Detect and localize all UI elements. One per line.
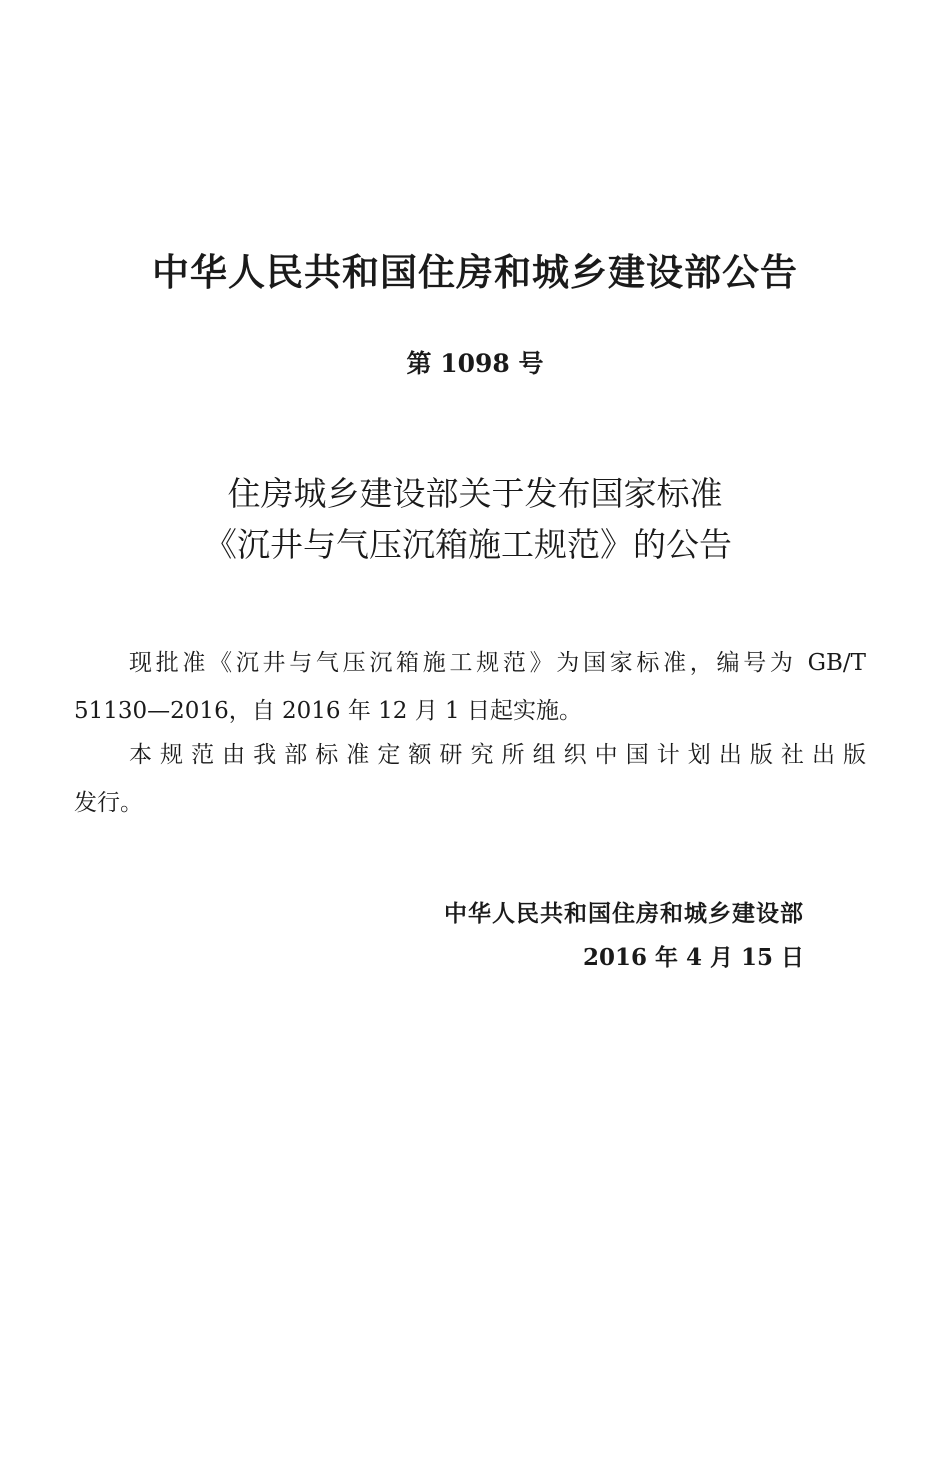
paragraph-2-line-1: 本规范由我部标准定额研究所组织中国计划出版社出版 <box>129 742 866 768</box>
issuing-authority: 中华人民共和国住房和城乡建设部 <box>444 901 804 927</box>
announcement-number: 第 1098 号 <box>406 349 544 378</box>
announcement-subtitle-line1: 住房城乡建设部关于发布国家标准 <box>227 474 723 513</box>
paragraph-1-line-2: 51130—2016，自 2016 年 12 月 1 日起实施。 <box>74 698 582 724</box>
body-paragraph-1 <box>74 639 866 735</box>
issue-date: 2016 年 4 月 15 日 <box>582 944 804 971</box>
paragraph-2-line-2: 发行。 <box>74 790 143 816</box>
paragraph-1-line-1: 现批准《沉井与气压沉箱施工规范》为国家标准，编号为 GB/T <box>129 650 866 676</box>
announcement-subtitle-line2: 《沉井与气压沉箱施工规范》的公告 <box>204 525 732 564</box>
announcement-header-title: 中华人民共和国住房和城乡建设部公告 <box>152 251 798 294</box>
body-paragraph-2 <box>74 731 866 827</box>
